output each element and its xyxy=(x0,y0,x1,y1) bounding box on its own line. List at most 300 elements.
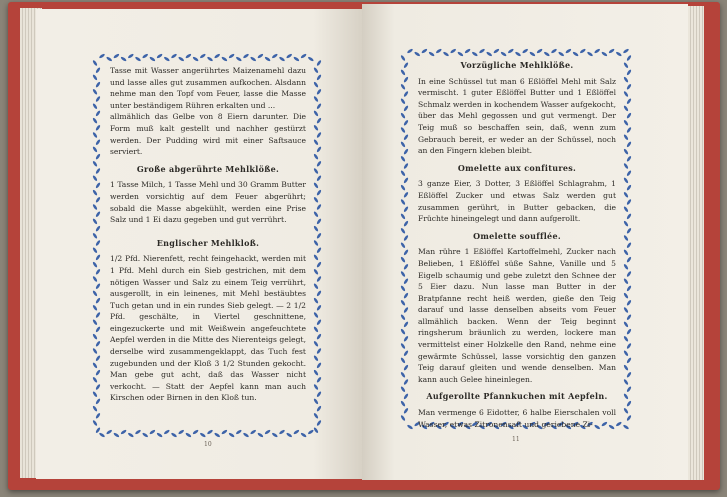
border-leaf xyxy=(95,412,101,419)
border-leaf xyxy=(95,268,101,275)
border-leaf xyxy=(156,53,163,59)
border-leaf xyxy=(313,384,319,391)
border-leaf xyxy=(316,103,322,110)
border-leaf xyxy=(313,427,319,434)
left-heading-2: Englischer Mehlkloß. xyxy=(156,237,260,248)
border-leaf xyxy=(623,379,629,386)
border-leaf xyxy=(92,247,98,254)
border-leaf xyxy=(400,299,406,306)
border-leaf xyxy=(185,432,192,438)
border-leaf xyxy=(403,206,409,213)
border-leaf xyxy=(551,48,558,54)
left-heading-1: Große abgerührte Mehlklöße. xyxy=(136,163,280,174)
border-leaf xyxy=(626,55,632,62)
border-leaf xyxy=(623,364,629,371)
border-leaf xyxy=(587,51,594,57)
border-leaf xyxy=(106,429,113,435)
border-leaf xyxy=(623,307,629,314)
border-leaf xyxy=(403,379,409,386)
border-leaf xyxy=(316,362,322,369)
border-leaf xyxy=(99,432,106,438)
border-leaf xyxy=(313,312,319,319)
border-leaf xyxy=(113,432,120,438)
border-leaf xyxy=(403,105,409,112)
border-leaf xyxy=(400,285,406,292)
border-leaf xyxy=(400,242,406,249)
border-leaf xyxy=(313,268,319,275)
border-leaf xyxy=(95,297,101,304)
border-leaf xyxy=(626,112,632,119)
border-leaf xyxy=(400,98,406,105)
border-leaf xyxy=(400,184,406,191)
border-leaf xyxy=(221,56,228,62)
border-leaf xyxy=(313,67,319,74)
border-leaf xyxy=(92,88,98,95)
border-leaf xyxy=(293,56,300,62)
border-leaf xyxy=(536,48,543,54)
border-leaf xyxy=(264,429,271,435)
border-leaf xyxy=(92,376,98,383)
border-leaf xyxy=(403,119,409,126)
border-leaf xyxy=(95,110,101,117)
border-leaf xyxy=(92,160,98,167)
border-leaf xyxy=(300,432,307,438)
border-leaf xyxy=(450,48,457,54)
border-leaf xyxy=(279,56,286,62)
border-leaf xyxy=(400,83,406,90)
border-leaf xyxy=(400,271,406,278)
border-leaf xyxy=(313,225,319,232)
border-leaf xyxy=(623,91,629,98)
border-leaf xyxy=(199,53,206,59)
border-leaf xyxy=(400,170,406,177)
border-leaf xyxy=(400,400,406,407)
border-leaf xyxy=(142,53,149,59)
border-leaf xyxy=(623,235,629,242)
right-heading-3: Omelette soufflée. xyxy=(473,230,561,241)
border-leaf xyxy=(207,56,214,62)
border-leaf xyxy=(178,56,185,62)
border-leaf xyxy=(92,146,98,153)
border-leaf xyxy=(95,369,101,376)
border-leaf xyxy=(243,432,250,438)
border-leaf xyxy=(403,350,409,357)
border-leaf xyxy=(316,261,322,268)
border-leaf xyxy=(515,51,522,57)
border-leaf xyxy=(400,371,406,378)
border-leaf xyxy=(163,56,170,62)
border-leaf xyxy=(403,407,409,414)
border-leaf xyxy=(316,304,322,311)
border-leaf xyxy=(400,386,406,393)
border-leaf xyxy=(623,220,629,227)
border-leaf xyxy=(92,60,98,67)
border-leaf xyxy=(403,321,409,328)
border-leaf xyxy=(626,199,632,206)
right-paragraph-1: In eine Schüssel tut man 6 Eßlöffel Mehl mit Salz vermischt. 1 guter Eßlöffel Butter und 1 Eßlöffel Schmalz werden in kochendem Wasser aufgekocht, über das Mehl gegossen und gut vermengt. Der Teig muß so beschaffen sein, daß, wenn zum Gebrauch bereit, er weder an der Schüssel, noch an den Fingern kleben bleibt. xyxy=(418,76,616,156)
border-leaf xyxy=(316,175,322,182)
right-paragraph-2: 3 ganze Eier, 3 Dotter, 3 Eßlöffel Schlagrahm, 1 Eßlöffel Zucker und etwas Salz werden gut zusammen gerührt, in Butter gebacken, die Früchte hineingelegt und dann aufgerollt. xyxy=(418,179,616,224)
border-leaf xyxy=(403,148,409,155)
border-leaf xyxy=(313,254,319,261)
border-leaf xyxy=(92,362,98,369)
border-leaf xyxy=(149,429,156,435)
border-leaf xyxy=(293,429,300,435)
border-leaf xyxy=(623,62,629,69)
border-leaf xyxy=(626,184,632,191)
border-leaf xyxy=(623,292,629,299)
border-leaf xyxy=(313,211,319,218)
border-leaf xyxy=(626,256,632,263)
border-leaf xyxy=(316,117,322,124)
border-leaf xyxy=(626,83,632,90)
border-leaf xyxy=(92,391,98,398)
border-leaf xyxy=(313,196,319,203)
border-leaf xyxy=(307,56,314,62)
border-leaf xyxy=(313,153,319,160)
border-leaf xyxy=(407,424,414,430)
border-leaf xyxy=(92,290,98,297)
border-leaf xyxy=(626,285,632,292)
border-leaf xyxy=(92,204,98,211)
border-leaf xyxy=(95,153,101,160)
border-leaf xyxy=(95,124,101,131)
border-leaf xyxy=(623,263,629,270)
border-leaf xyxy=(313,96,319,103)
border-leaf xyxy=(626,314,632,321)
border-leaf xyxy=(95,211,101,218)
border-leaf xyxy=(92,189,98,196)
border-leaf xyxy=(400,343,406,350)
border-leaf xyxy=(626,170,632,177)
border-leaf xyxy=(316,348,322,355)
border-leaf xyxy=(601,51,608,57)
border-leaf xyxy=(316,376,322,383)
border-leaf xyxy=(95,340,101,347)
border-leaf xyxy=(199,432,206,438)
border-leaf xyxy=(313,340,319,347)
border-leaf xyxy=(250,429,257,435)
border-leaf xyxy=(623,321,629,328)
border-leaf xyxy=(626,271,632,278)
border-leaf xyxy=(403,249,409,256)
border-leaf xyxy=(163,429,170,435)
border-leaf xyxy=(572,51,579,57)
right-paragraph-3: Man rühre 1 Eßlöffel Kartoffelmehl, Zucker nach Belieben, 1 Eßlöffel süße Sahne, Vanille und 5 Eigelb schaumig und gebe zuletzt den Schnee der 5 Eier dazu. Nun lasse man Butter in der Bratpfanne recht heiß werden, gieße den Teig darauf und lasse denselben abseits vom Feuer allmählich backen. Wenn der Teig beginnt ringsherum bräunlich zu werden, lockere man vermittelst einer Holzkelle den Rand, nehme eine gewärmte Schüssel, lasse vorsichtig den ganzen Teig darauf gleiten und wende denselben. Man kann auch Gelee hineinlegen. xyxy=(418,247,616,384)
border-leaf xyxy=(623,48,630,54)
border-leaf xyxy=(626,343,632,350)
border-leaf xyxy=(623,206,629,213)
border-leaf xyxy=(400,127,406,134)
border-leaf xyxy=(243,53,250,59)
border-leaf xyxy=(626,386,632,393)
border-leaf xyxy=(106,56,113,62)
border-leaf xyxy=(626,357,632,364)
border-leaf xyxy=(493,48,500,54)
border-leaf xyxy=(471,51,478,57)
border-leaf xyxy=(623,119,629,126)
border-leaf xyxy=(316,204,322,211)
border-leaf xyxy=(316,146,322,153)
border-leaf xyxy=(626,299,632,306)
border-leaf xyxy=(400,328,406,335)
border-leaf xyxy=(92,348,98,355)
border-leaf xyxy=(92,74,98,81)
border-leaf xyxy=(565,48,572,54)
border-leaf xyxy=(95,398,101,405)
border-leaf xyxy=(264,56,271,62)
border-leaf xyxy=(95,139,101,146)
border-leaf xyxy=(92,103,98,110)
border-leaf xyxy=(316,290,322,297)
border-leaf xyxy=(92,304,98,311)
border-leaf xyxy=(558,51,565,57)
border-leaf xyxy=(403,191,409,198)
border-leaf xyxy=(313,124,319,131)
border-leaf xyxy=(623,278,629,285)
right-paragraph-4: Man vermenge 6 Eidotter, 6 halbe Eierschalen voll Wasser, etwas Zitronensaft und geriebene Zi- xyxy=(418,408,616,429)
border-leaf xyxy=(579,48,586,54)
border-leaf xyxy=(313,412,319,419)
border-leaf xyxy=(95,225,101,232)
border-leaf xyxy=(400,415,406,422)
border-leaf xyxy=(235,429,242,435)
border-leaf xyxy=(400,155,406,162)
border-leaf xyxy=(92,333,98,340)
border-leaf xyxy=(316,391,322,398)
border-leaf xyxy=(400,112,406,119)
border-leaf xyxy=(543,51,550,57)
border-leaf xyxy=(95,384,101,391)
border-leaf xyxy=(313,326,319,333)
border-leaf xyxy=(626,155,632,162)
border-leaf xyxy=(313,168,319,175)
border-leaf xyxy=(257,432,264,438)
border-leaf xyxy=(313,110,319,117)
border-leaf xyxy=(615,51,622,57)
border-leaf xyxy=(207,429,214,435)
border-leaf xyxy=(400,256,406,263)
border-leaf xyxy=(113,53,120,59)
border-leaf xyxy=(95,81,101,88)
left-paragraph-top-2: allmählich das Gelbe von 8 Eiern darunter. Die Form muß kalt gestellt und nachher gestürzt werden. Der Pudding wird mit einer Saftsauce serviert. xyxy=(110,112,306,157)
border-leaf xyxy=(403,76,409,83)
border-leaf xyxy=(479,48,486,54)
border-leaf xyxy=(623,249,629,256)
border-leaf xyxy=(403,220,409,227)
border-leaf xyxy=(92,261,98,268)
border-leaf xyxy=(95,326,101,333)
border-leaf xyxy=(271,432,278,438)
border-leaf xyxy=(95,283,101,290)
border-leaf xyxy=(623,105,629,112)
border-leaf xyxy=(626,242,632,249)
border-leaf xyxy=(120,429,127,435)
border-leaf xyxy=(313,240,319,247)
border-leaf xyxy=(626,213,632,220)
border-leaf xyxy=(171,432,178,438)
border-leaf xyxy=(316,319,322,326)
border-leaf xyxy=(228,53,235,59)
border-leaf xyxy=(316,420,322,427)
border-leaf xyxy=(92,276,98,283)
border-leaf xyxy=(403,278,409,285)
border-leaf xyxy=(300,53,307,59)
border-leaf xyxy=(95,196,101,203)
left-folio: 10 xyxy=(204,441,212,448)
border-leaf xyxy=(92,319,98,326)
border-leaf xyxy=(92,405,98,412)
border-leaf xyxy=(403,393,409,400)
border-leaf xyxy=(626,328,632,335)
border-leaf xyxy=(178,429,185,435)
border-leaf xyxy=(95,182,101,189)
border-leaf xyxy=(626,69,632,76)
border-leaf xyxy=(313,398,319,405)
border-leaf xyxy=(626,98,632,105)
border-leaf xyxy=(135,429,142,435)
border-leaf xyxy=(92,117,98,124)
border-leaf xyxy=(407,48,414,54)
border-leaf xyxy=(95,240,101,247)
border-leaf xyxy=(403,177,409,184)
border-leaf xyxy=(279,429,286,435)
border-leaf xyxy=(623,424,630,430)
border-leaf xyxy=(428,51,435,57)
border-leaf xyxy=(99,53,106,59)
right-heading-4: Aufgerollte Pfannkuchen mit Aepfeln. xyxy=(426,391,608,402)
border-leaf xyxy=(135,56,142,62)
right-folio: 11 xyxy=(512,436,520,443)
border-leaf xyxy=(403,62,409,69)
border-leaf xyxy=(316,160,322,167)
border-leaf xyxy=(95,427,101,434)
border-leaf xyxy=(400,314,406,321)
border-leaf xyxy=(95,67,101,74)
border-leaf xyxy=(626,227,632,234)
border-leaf xyxy=(95,355,101,362)
border-leaf xyxy=(443,51,450,57)
border-leaf xyxy=(623,335,629,342)
border-leaf xyxy=(316,276,322,283)
border-leaf xyxy=(623,407,629,414)
border-leaf xyxy=(529,51,536,57)
border-leaf xyxy=(316,74,322,81)
border-leaf xyxy=(120,56,127,62)
border-leaf xyxy=(400,141,406,148)
border-leaf xyxy=(156,432,163,438)
border-leaf xyxy=(623,134,629,141)
border-leaf xyxy=(403,134,409,141)
border-leaf xyxy=(286,432,293,438)
border-leaf xyxy=(142,432,149,438)
border-leaf xyxy=(192,56,199,62)
border-leaf xyxy=(400,357,406,364)
border-leaf xyxy=(250,56,257,62)
left-paragraph-1: 1 Tasse Milch, 1 Tasse Mehl und 30 Gramm Butter werden vorsichtig auf dem Feuer abgerührt; sobald die Masse abgekühlt, werden eine Prise Salz und 1 Ei dazu gegeben und gut verrührt. xyxy=(110,180,306,225)
border-leaf xyxy=(403,91,409,98)
border-leaf xyxy=(95,96,101,103)
border-leaf xyxy=(457,51,464,57)
border-leaf xyxy=(623,177,629,184)
border-leaf xyxy=(316,247,322,254)
border-leaf xyxy=(92,420,98,427)
border-leaf xyxy=(127,432,134,438)
border-leaf xyxy=(403,263,409,270)
border-leaf xyxy=(435,48,442,54)
border-leaf xyxy=(608,48,615,54)
border-leaf xyxy=(92,132,98,139)
border-leaf xyxy=(185,53,192,59)
border-leaf xyxy=(313,355,319,362)
border-leaf xyxy=(214,53,221,59)
border-leaf xyxy=(313,182,319,189)
border-leaf xyxy=(316,218,322,225)
border-leaf xyxy=(316,132,322,139)
border-leaf xyxy=(316,88,322,95)
border-leaf xyxy=(421,48,428,54)
border-leaf xyxy=(615,421,622,427)
border-leaf xyxy=(403,335,409,342)
right-heading-1: Vorzügliche Mehlklöße. xyxy=(460,60,574,70)
border-leaf xyxy=(313,81,319,88)
border-leaf xyxy=(127,53,134,59)
border-leaf xyxy=(403,307,409,314)
border-leaf xyxy=(400,69,406,76)
border-leaf xyxy=(626,127,632,134)
left-page xyxy=(36,9,362,479)
border-leaf xyxy=(92,232,98,239)
border-leaf xyxy=(257,53,264,59)
border-leaf xyxy=(95,168,101,175)
right-page-text xyxy=(418,58,616,430)
border-leaf xyxy=(403,292,409,299)
border-leaf xyxy=(316,232,322,239)
border-leaf xyxy=(623,191,629,198)
border-leaf xyxy=(92,175,98,182)
left-paragraph-top: Tasse mit Wasser angerührtes Maizenamehl dazu und lasse alles gut zusammen aufkochen. Alsdann nehme man den Topf vom Feuer, lasse die Masse unter beständigem Rühren erkalten und ... xyxy=(110,66,306,110)
border-leaf xyxy=(316,60,322,67)
border-leaf xyxy=(400,213,406,220)
border-leaf xyxy=(95,312,101,319)
border-leaf xyxy=(594,48,601,54)
left-page-text xyxy=(110,65,306,404)
border-leaf xyxy=(626,141,632,148)
border-leaf xyxy=(626,400,632,407)
border-leaf xyxy=(522,48,529,54)
border-leaf xyxy=(286,53,293,59)
right-page xyxy=(362,4,688,480)
border-leaf xyxy=(228,432,235,438)
border-leaf xyxy=(316,405,322,412)
border-leaf xyxy=(623,163,629,170)
border-leaf xyxy=(626,371,632,378)
left-paragraph-2: 1/2 Pfd. Nierenfett, recht feingehackt, werden mit 1 Pfd. Mehl durch ein Sieb gestrichen, mit dem nötigen Wasser und Salz zu einem Teig verrührt, ausgerollt, in ein leinenes, mit Mehl bestäubtes Tuch getan und in ein rundes Sieb gelegt. — 2 1/2 Pfd. geschälte, in Viertel geschnittene, eingezuckerte und mit Weißwein angefeuchtete Aepfel werden in die Mitte des Nierenteigs gelegt, derselbe wird zusammengeklappt, das Tuch fest zugebunden und der Kloß 3 1/2 Stunden gekocht. Man gebe gut acht, daß das Wasser nicht verkocht. — Statt der Aepfel kann man auch Kirschen oder Birnen in den Kloß tun. xyxy=(110,254,306,403)
border-leaf xyxy=(626,415,632,422)
border-leaf xyxy=(149,56,156,62)
border-leaf xyxy=(623,350,629,357)
border-leaf xyxy=(403,163,409,170)
border-leaf xyxy=(316,189,322,196)
border-leaf xyxy=(500,51,507,57)
border-leaf xyxy=(95,254,101,261)
border-leaf xyxy=(313,297,319,304)
border-leaf xyxy=(313,283,319,290)
border-leaf xyxy=(403,364,409,371)
right-heading-2: Omelette aux confitures. xyxy=(457,162,577,173)
border-leaf xyxy=(316,333,322,340)
border-leaf xyxy=(235,56,242,62)
